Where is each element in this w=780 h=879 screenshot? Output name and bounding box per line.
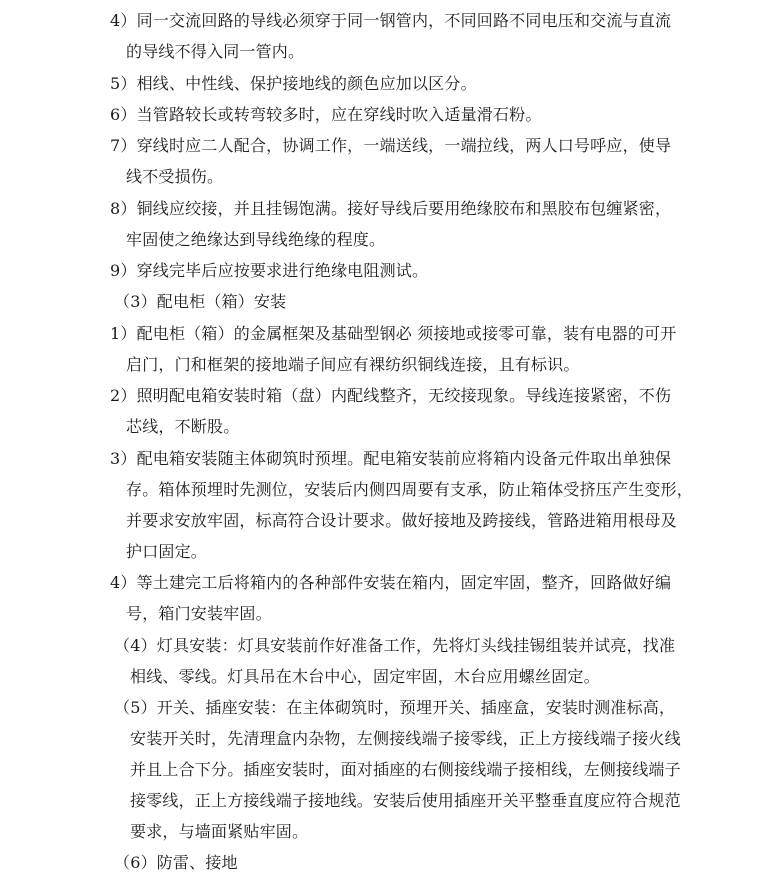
paragraph-item-5-wire-colors [110,68,670,99]
section-heading-3-distribution-cabinet [114,286,674,317]
paragraph-line: 的导线不得入同一管内。 [126,42,305,61]
section-heading-text: （6）防雷、接地 [114,853,238,872]
paragraph-line: 4）同一交流回路的导线必须穿于同一钢管内，不同回路不同电压和交流与直流 [110,11,672,30]
paragraph-line: 6）当管路较长或转弯较多时，应在穿线时吹入适量滑石粉。 [110,105,542,124]
paragraph-line: 9）穿线完毕后应按要求进行绝缘电阻测试。 [110,261,429,280]
section-heading-text: （3）配电柜（箱）安装 [114,292,287,311]
paragraph-item-4-wire-routing [110,5,670,67]
paragraph-line: 并且上合下分。插座安装时，面对插座的右侧接线端子接相线，左侧接线端子 [130,760,681,779]
paragraph-item-4-component-installation [110,567,670,629]
paragraph-item-2-box-wiring [110,380,670,442]
paragraph-item-8-copper-splicing [110,193,670,255]
paragraph-line: 7）穿线时应二人配合，协调工作，一端送线，一端拉线，两人口号呼应，使导 [110,136,672,155]
paragraph-line: 8）铜线应绞接，并且挂锡饱满。接好导线后要用绝缘胶布和黑胶布包缠紧密， [110,199,672,218]
paragraph-item-9-insulation-test [110,255,670,286]
section-paragraph-4-lighting-installation [114,630,674,692]
paragraph-line: 安装开关时，先清理盒内杂物，左侧接线端子接零线，正上方接线端子接火线 [130,729,681,748]
paragraph-item-3-box-embedding [110,443,694,567]
paragraph-line: 存。箱体预埋时先测位，安装后内侧四周要有支承，防止箱体受挤压产生变形， [126,480,694,499]
paragraph-line: 相线、零线。灯具吊在木台中心，固定牢固，木台应用螺丝固定。 [130,667,600,686]
paragraph-line: （4）灯具安装：灯具安装前作好准备工作，先将灯头线挂锡组装并试亮，找准 [114,636,676,655]
paragraph-item-7-two-person-pulling [110,130,670,192]
paragraph-line: （5）开关、插座安装：在主体砌筑时，预埋开关、插座盒，安装时测准标高， [114,698,676,717]
paragraph-line: 牢固使之绝缘达到导线绝缘的程度。 [126,230,386,249]
paragraph-line: 1）配电柜（箱）的金属框架及基础型钢必 须接地或接零可靠，装有电器的可开 [110,324,677,343]
paragraph-line: 护口固定。 [126,542,208,561]
paragraph-line: 并要求安放牢固，标高符合设计要求。做好接地及跨接线，管路进箱用根母及 [126,511,677,530]
paragraph-line: 启门，门和框架的接地端子间应有裸纺织铜线连接，且有标识。 [126,355,580,374]
paragraph-line: 要求，与墙面紧贴牢固。 [130,822,309,841]
paragraph-line: 号，箱门安装牢固。 [126,604,272,623]
paragraph-line: 5）相线、中性线、保护接地线的颜色应加以区分。 [110,74,477,93]
paragraph-line: 芯线，不断股。 [126,417,240,436]
paragraph-line: 线不受损伤。 [126,167,224,186]
paragraph-item-6-talc-powder [110,99,670,130]
section-heading-6-lightning-grounding [114,847,674,878]
paragraph-line: 2）照明配电箱安装时箱（盘）内配线整齐，无绞接现象。导线连接紧密，不伤 [110,386,672,405]
paragraph-line: 3）配电箱安装随主体砌筑时预埋。配电箱安装前应将箱内设备元件取出单独保 [110,449,672,468]
paragraph-line: 接零线，正上方接线端子接地线。安装后使用插座开关平整垂直度应符合规范 [130,791,681,810]
section-paragraph-5-switch-socket-installation [114,692,681,847]
paragraph-line: 4）等土建完工后将箱内的各种部件安装在箱内，固定牢固，整齐，回路做好编 [110,573,672,592]
paragraph-item-1-cabinet-grounding [110,318,677,380]
